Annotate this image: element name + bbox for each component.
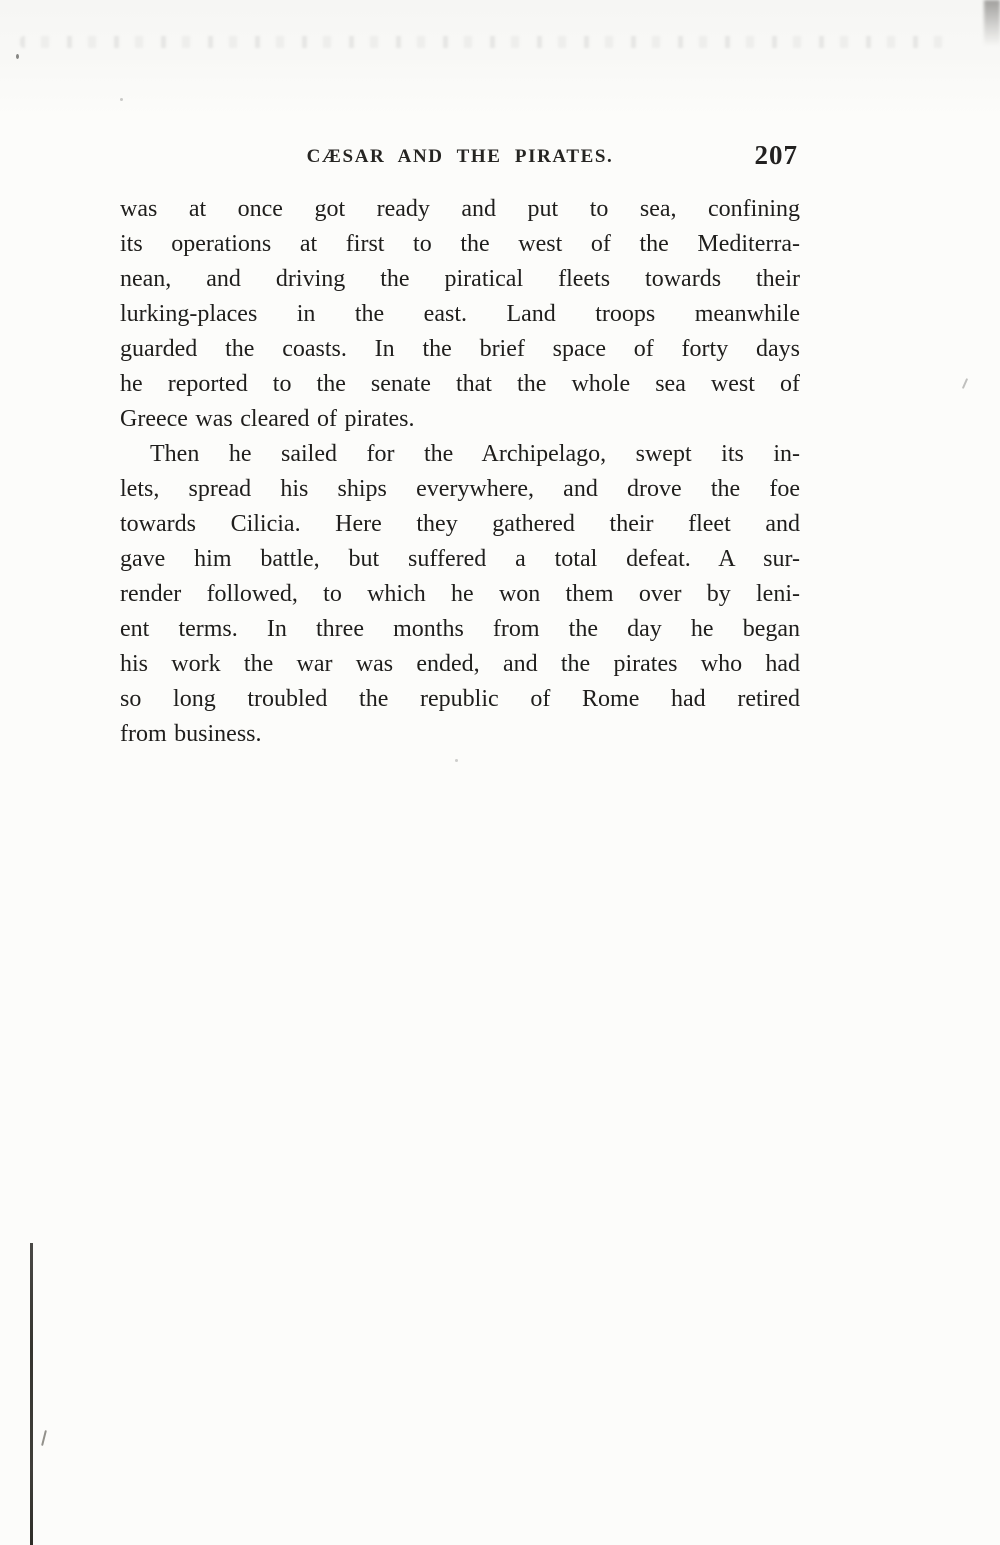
paragraph-2 <box>120 437 800 752</box>
scan-speck <box>962 378 968 389</box>
scan-artifact-slash-mark <box>41 1430 47 1446</box>
scan-corner-smudge <box>984 0 1000 46</box>
text-line: guarded the coasts. In the brief space of forty days <box>120 336 800 362</box>
text-line: so long troubled the republic of Rome had retired <box>120 686 800 712</box>
scan-speck <box>455 759 458 762</box>
text-line: lets, spread his ships everywhere, and drove the foe <box>120 476 800 502</box>
body-text <box>120 192 800 752</box>
text-line: nean, and driving the piratical fleets towards their <box>120 266 800 292</box>
text-line: Then he sailed for the Archipelago, swept its in- <box>150 441 800 467</box>
running-title: CÆSAR AND THE PIRATES. <box>306 146 614 167</box>
page-header <box>120 140 800 172</box>
text-line: was at once got ready and put to sea, confining <box>120 196 800 222</box>
text-line: lurking-places in the east. Land troops meanwhile <box>120 301 800 327</box>
text-line: gave him battle, but suffered a total defeat. A sur- <box>120 546 800 572</box>
text-line: render followed, to which he won them over by leni- <box>120 581 800 607</box>
text-line: its operations at first to the west of the Mediterra- <box>120 231 800 257</box>
text-line: he reported to the senate that the whole sea west of <box>120 371 800 397</box>
scan-artifact-vertical-line <box>30 1243 33 1545</box>
text-line: his work the war was ended, and the pirates who had <box>120 651 800 677</box>
text-line: ent terms. In three months from the day he began <box>120 616 800 642</box>
text-line: from business. <box>120 721 262 747</box>
scan-noise-band <box>20 36 960 48</box>
scan-speck <box>16 54 19 59</box>
text-line: Greece was cleared of pirates. <box>120 406 415 432</box>
paragraph-1 <box>120 192 800 437</box>
text-line: towards Cilicia. Here they gathered their fleet and <box>120 511 800 537</box>
page-number: 207 <box>754 140 798 170</box>
scan-speck <box>120 98 123 101</box>
